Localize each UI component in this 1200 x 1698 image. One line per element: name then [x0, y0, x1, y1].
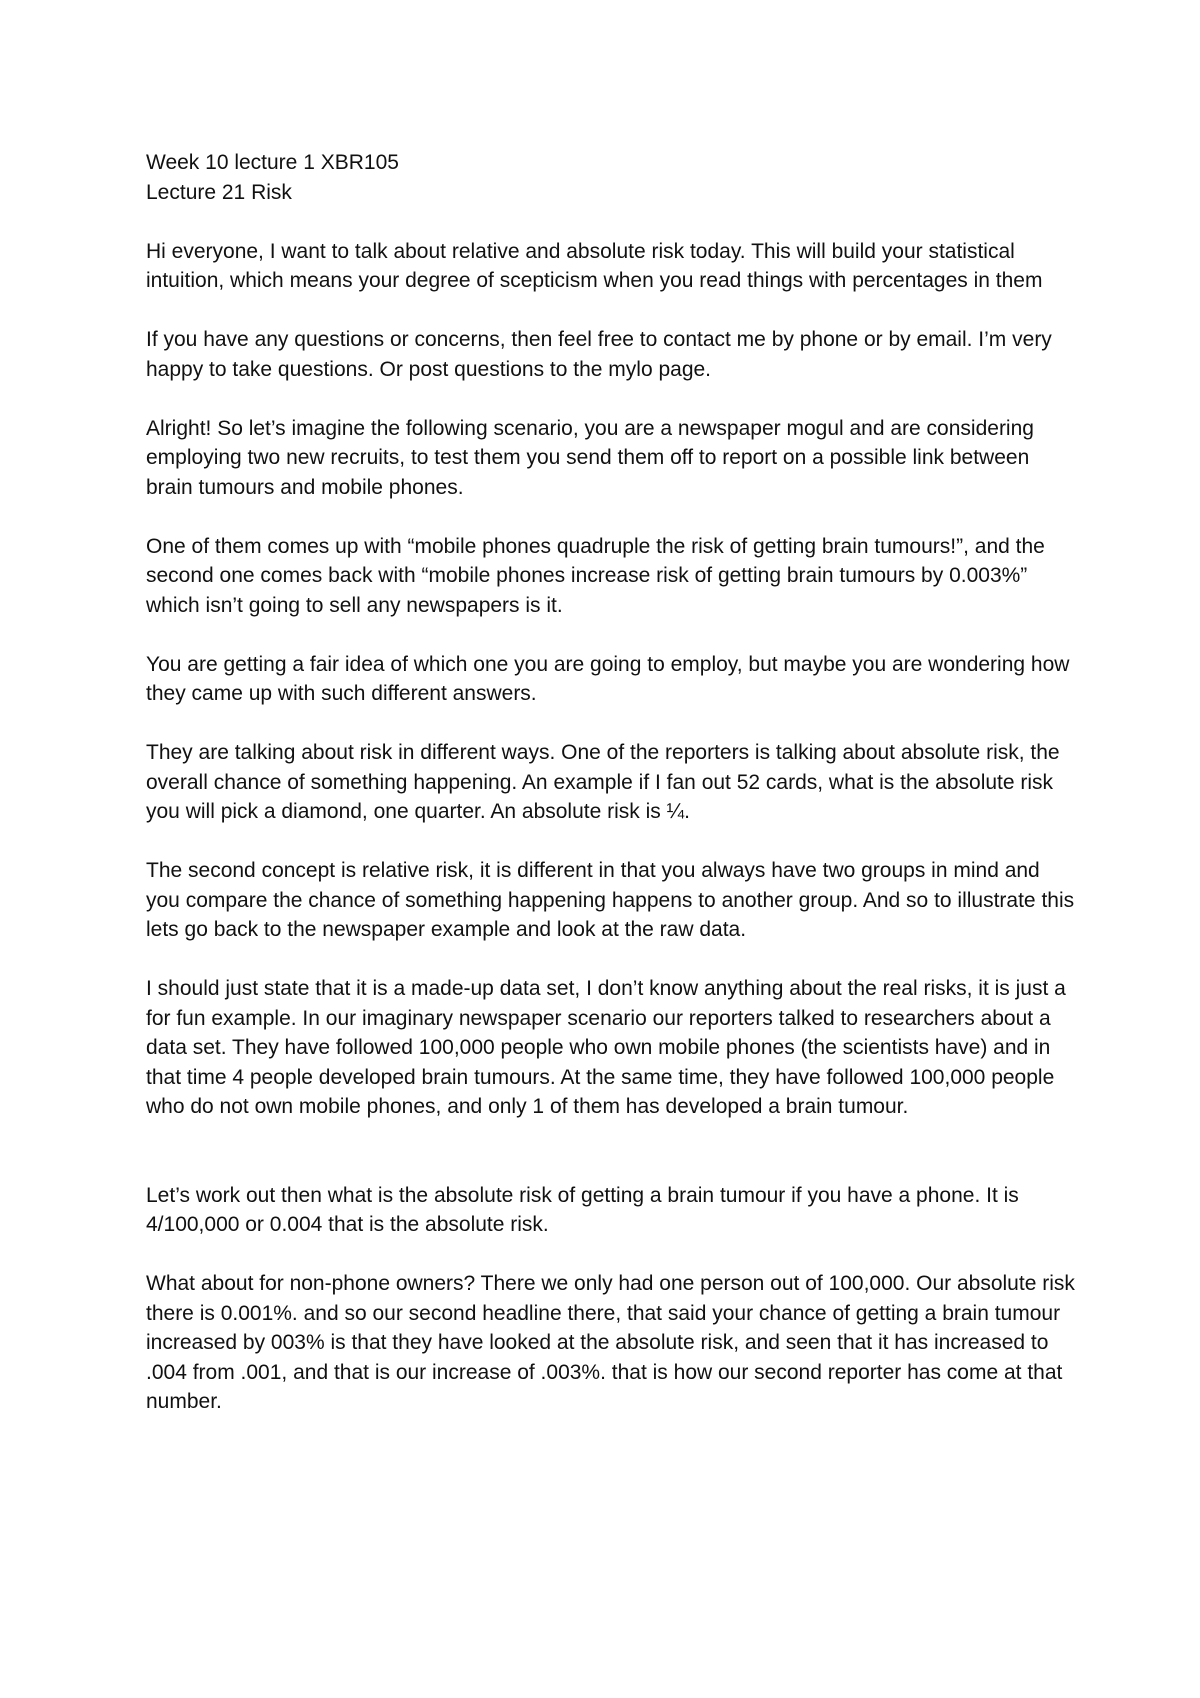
paragraph-relative-risk: The second concept is relative risk, it is different in that you always have two groups in mind and you compare the chance of something happening happens to another group. And so to illustrate this lets go back to the newspaper example and look at the raw data.: [146, 859, 1075, 941]
paragraph-employ: You are getting a fair idea of which one you are going to employ, but maybe you are wondering how they came up with such different answers.: [146, 652, 1070, 705]
paragraph-absolute-risk: They are talking about risk in different ways. One of the reporters is talking about absolute risk, the overall chance of something happening. An example if I fan out 52 cards, what is the absolute risk you will pick a diamond, one quarter. An absolute risk is ¼.: [146, 741, 1060, 823]
document-body: [146, 148, 1076, 1417]
paragraph-phone-owners: Let’s work out then what is the absolute risk of getting a brain tumour if you have a phone. It is 4/100,000 or 0.004 that is the absolute risk.: [146, 1183, 1019, 1236]
paragraph-dataset: I should just state that it is a made-up data set, I don’t know anything about the real risks, it is just a for fun example. In our imaginary newspaper scenario our reporters talked to researchers about a data set. They have followed 100,000 people who own mobile phones (the scientists have) and in that time 4 people developed brain tumours. At the same time, they have followed 100,000 people who do not own mobile phones, and only 1 of them has developed a brain tumour.: [146, 977, 1066, 1118]
lecture-week-title: Week 10 lecture 1 XBR105: [146, 151, 399, 174]
paragraph-intro: Hi everyone, I want to talk about relative and absolute risk today. This will build your statistical intuition, which means your degree of scepticism when you read things with percentages in them: [146, 239, 1043, 292]
lecture-topic-title: Lecture 21 Risk: [146, 180, 292, 204]
paragraph-headlines: One of them comes up with “mobile phones quadruple the risk of getting brain tumours!”, and the second one comes back with “mobile phones increase risk of getting brain tumours by 0.003%” which isn’t going to sell any newspapers is it.: [146, 534, 1045, 617]
paragraph-questions: If you have any questions or concerns, then feel free to contact me by phone or by email. I’m very happy to take questions. Or post questions to the mylo page.: [146, 328, 1052, 381]
paragraph-scenario: Alright! So let’s imagine the following scenario, you are a newspaper mogul and are considering employing two new recruits, to test them you send them off to report on a possible link between brain tumours and mobile phones.: [146, 416, 1034, 499]
paragraph-non-phone-owners: What about for non-phone owners? There we only had one person out of 100,000. Our absolute risk there is 0.001%. and so our second headline there, that said your chance of getting a brain tumour increased by 003% is that they have looked at the absolute risk, and seen that it has increased to .004 from .001, and that is our increase of .003%. that is how our second reporter has come at that number.: [146, 1272, 1075, 1413]
